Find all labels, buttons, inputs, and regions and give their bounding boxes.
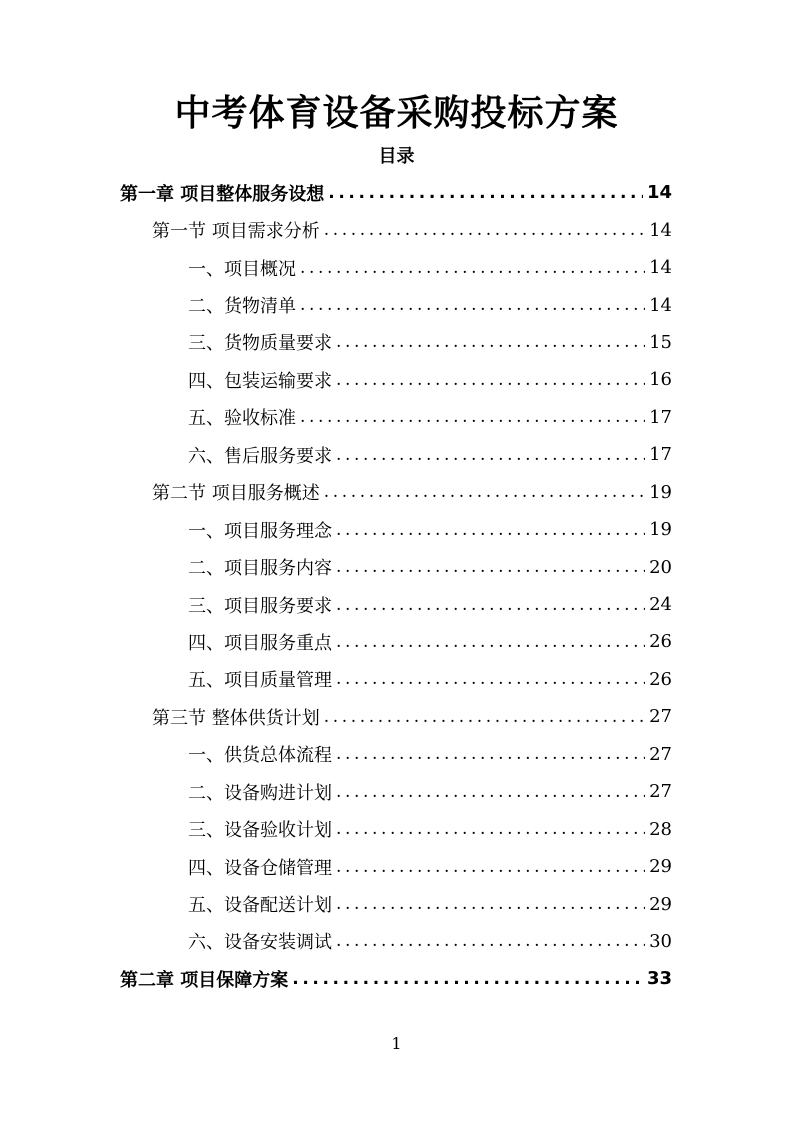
toc-dot-leader [336,595,645,615]
toc-entry-label: 六、设备安装调试 [188,932,332,954]
document-title: 中考体育设备采购投标方案 [174,93,619,134]
toc-entry-page: 16 [649,369,672,391]
toc-entry-page: 17 [649,444,672,466]
toc-entry-page: 30 [649,930,672,952]
toc-entry-page: 14 [649,257,672,279]
toc-dot-leader [324,707,645,727]
toc-entry-item[interactable] [0,885,793,922]
toc-dot-leader [336,931,645,951]
toc-entry-page: 14 [649,219,672,241]
toc-dot-leader [336,632,645,652]
toc-entry-page: 15 [649,331,672,353]
toc-entry-label: 第二章 项目保障方案 [120,969,289,991]
toc-dot-leader [292,969,643,989]
toc-entry-label: 第二节 项目服务概述 [152,483,320,505]
toc-entry-page: 14 [646,182,672,204]
toc-entry-page: 20 [649,556,672,578]
toc-entry-item[interactable] [0,810,793,847]
toc-entry-section-2[interactable] [0,474,793,511]
toc-entry-item[interactable] [0,586,793,623]
toc-dot-leader [324,482,645,502]
toc-entry-label: 二、货物清单 [188,296,296,318]
toc-entry-label: 六、售后服务要求 [188,445,332,467]
toc-entry-label: 四、设备仓储管理 [188,857,332,879]
toc-dot-leader [336,445,645,465]
toc-entry-item[interactable] [0,399,793,436]
toc-entry-label: 二、设备购进计划 [188,782,332,804]
toc-entry-page: 26 [649,631,672,653]
toc-heading: 目录 [378,146,415,167]
toc-entry-label: 一、供货总体流程 [188,745,332,767]
toc-entry-label: 一、项目概况 [188,258,296,280]
toc-entry-page: 24 [649,594,672,616]
toc-entry-label: 第一节 项目需求分析 [152,221,320,243]
toc-entry-item[interactable] [0,773,793,810]
toc-entry-label: 第三节 整体供货计划 [152,707,320,729]
toc-entry-page: 33 [646,968,672,990]
toc-dot-leader [336,520,645,540]
toc-entry-chapter-2[interactable] [0,960,793,997]
toc-entry-item[interactable] [0,286,793,323]
toc-entry-page: 27 [649,781,672,803]
toc-entry-section-1[interactable] [0,211,793,248]
toc-dot-leader [336,744,645,764]
toc-entry-page: 17 [649,406,672,428]
toc-entry-page: 26 [649,668,672,690]
toc-entry-page: 29 [649,856,672,878]
toc-entry-label: 三、项目服务要求 [188,595,332,617]
toc-entry-page: 27 [649,706,672,728]
toc-entry-label: 五、验收标准 [188,408,296,430]
toc-entry-item[interactable] [0,361,793,398]
toc-dot-leader [336,669,645,689]
toc-entry-item[interactable] [0,548,793,585]
toc-entry-chapter-1[interactable] [0,174,793,211]
toc-dot-leader [328,183,643,203]
toc-entry-item[interactable] [0,623,793,660]
toc-entry-item[interactable] [0,511,793,548]
toc-dot-leader [336,819,645,839]
toc-entry-label: 第一章 项目整体服务设想 [120,183,325,205]
toc-entry-item[interactable] [0,848,793,885]
toc-entry-label: 二、项目服务内容 [188,558,332,580]
toc-entry-page: 27 [649,743,672,765]
toc-dot-leader [336,782,645,802]
toc-entry-item[interactable] [0,923,793,960]
toc-entry-label: 三、设备验收计划 [188,820,332,842]
toc-dot-leader [336,332,645,352]
toc-dot-leader [300,258,645,278]
toc-dot-leader [336,857,645,877]
toc-dot-leader [336,894,645,914]
toc-dot-leader [300,295,645,315]
toc-dot-leader [324,220,645,240]
toc-dot-leader [336,557,645,577]
toc-entry-page: 28 [649,818,672,840]
toc-entry-label: 四、项目服务重点 [188,632,332,654]
toc-entry-label: 四、包装运输要求 [188,370,332,392]
toc-entry-label: 五、项目质量管理 [188,670,332,692]
toc-dot-leader [300,407,645,427]
toc-entry-item[interactable] [0,324,793,361]
toc-entry-page: 19 [649,519,672,541]
toc-entry-section-3[interactable] [0,698,793,735]
toc-entry-item[interactable] [0,736,793,773]
toc-entry-item[interactable] [0,661,793,698]
toc-entry-label: 一、项目服务理念 [188,520,332,542]
toc-entry-item[interactable] [0,249,793,286]
table-of-contents [0,174,793,998]
toc-entry-page: 19 [649,481,672,503]
toc-entry-label: 三、货物质量要求 [188,333,332,355]
toc-entry-item[interactable] [0,436,793,473]
toc-entry-label: 五、设备配送计划 [188,895,332,917]
toc-entry-page: 14 [649,294,672,316]
toc-entry-page: 29 [649,893,672,915]
page-number: 1 [391,1034,402,1053]
toc-dot-leader [336,370,645,390]
